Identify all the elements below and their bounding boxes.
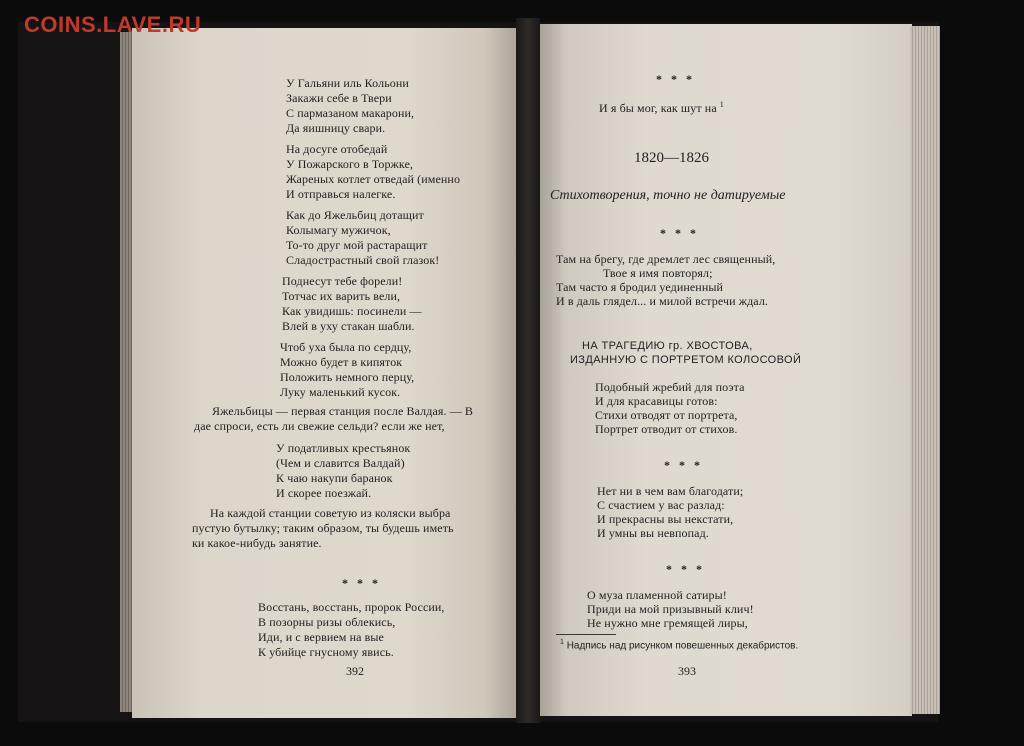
footnote-text: Надпись над рисунком повешенных декабристов.	[566, 640, 799, 652]
verse-line: То-то друг мой растаращит	[286, 238, 428, 252]
watermark: COINS.LAVE.RU	[24, 12, 202, 37]
verse-line: Да яишницу свари.	[286, 121, 386, 135]
verse-line: Влей в уху стакан шабли.	[282, 319, 415, 333]
verse-line: Колымагу мужичок,	[286, 223, 391, 237]
verse-line: В позорны ризы облекись,	[258, 615, 396, 629]
prose-line: ки какое-нибудь занятие.	[192, 536, 322, 550]
footnote	[560, 639, 798, 651]
prose-line: На каждой станции советую из коляски выбра	[210, 506, 451, 520]
verse-line: Как увидишь: посинели —	[282, 304, 422, 318]
footnote-mark: 1	[719, 100, 724, 109]
right-page-edges	[910, 26, 940, 714]
verse-line: И отправься налегке.	[286, 187, 396, 201]
verse-line: Портрет отводит от стихов.	[595, 422, 738, 436]
verse-line: К чаю накупи баранок	[276, 471, 393, 485]
verse-line: К убийце гнусному явись.	[258, 645, 394, 659]
verse-line: Поднесут тебе форели!	[282, 274, 403, 288]
verse-line: Не нужно мне гремящей лиры,	[587, 616, 748, 630]
poem-heading: НА ТРАГЕДИЮ гр. ХВОСТОВА,	[582, 340, 753, 352]
section-divider: * * *	[664, 458, 703, 472]
section-divider: * * *	[656, 72, 695, 86]
prose-line: дае спроси, есть ли свежие сельди? если же нет,	[194, 419, 445, 433]
verse-line: Иди, и с вервием на вые	[258, 630, 384, 644]
verse-line: Стихи отводят от портрета,	[595, 408, 738, 422]
footnote-rule	[556, 634, 616, 635]
verse-line: О муза пламенной сатиры!	[587, 588, 727, 602]
verse-line: Жареных котлет отведай (именно	[286, 172, 461, 186]
verse-line: Твое я имя повторял;	[603, 266, 713, 280]
verse-line: На досуге отобедай	[286, 142, 388, 156]
verse-line: И скорее поезжай.	[276, 486, 372, 500]
page-number: 393	[678, 664, 696, 678]
verse-line: И в даль глядел... и милой встречи ждал.	[556, 294, 769, 308]
verse-line: Сладострастный свой глазок!	[286, 253, 440, 267]
verse-line: У податливых крестьянок	[276, 441, 411, 455]
verse-line: С счастием у вас разлад:	[597, 498, 725, 512]
verse-line: Чтоб уха была по сердцу,	[280, 340, 412, 354]
footnote-mark: 1	[560, 639, 564, 646]
verse-line: Луку маленький кусок.	[280, 385, 401, 399]
verse-line: Там часто я бродил уединенный	[556, 280, 724, 294]
verse-line	[599, 98, 724, 115]
section-divider: * * *	[666, 562, 705, 576]
verse-line: И прекрасны вы некстати,	[597, 512, 734, 526]
verse-line: С пармазаном макарони,	[286, 106, 415, 120]
prose-line: пустую бутылку; таким образом, ты будешь иметь	[192, 521, 454, 535]
verse-line: Положить немного перцу,	[280, 370, 415, 384]
verse-line: Закажи себе в Твери	[286, 91, 392, 105]
verse-line: Как до Яжельбиц дотащит	[286, 208, 424, 222]
verse-line: Восстань, восстань, пророк России,	[258, 600, 445, 614]
section-date: 1820—1826	[634, 150, 709, 166]
book-gutter	[516, 18, 540, 723]
prose-line: Яжельбицы — первая станция после Валдая. — В	[212, 404, 474, 418]
page-number: 392	[346, 664, 364, 678]
verse-line: Приди на мой призывный клич!	[587, 602, 754, 616]
verse-line: И для красавицы готов:	[595, 394, 718, 408]
verse-line: Подобный жребий для поэта	[595, 380, 745, 394]
verse-line: Там на брегу, где дремлет лес священный,	[556, 252, 776, 266]
verse-line: Тотчас их варить вели,	[282, 289, 401, 303]
verse-text: И я бы мог, как шут на	[599, 101, 717, 115]
verse-line: У Пожарского в Торжке,	[286, 157, 414, 171]
verse-line: И умны вы невпопад.	[597, 526, 709, 540]
section-divider: * * *	[660, 226, 699, 240]
section-subtitle: Стихотворения, точно не датируемые	[550, 188, 786, 203]
verse-line: (Чем и славится Валдай)	[276, 456, 405, 470]
verse-line: Можно будет в кипяток	[280, 355, 403, 369]
verse-line: Нет ни в чем вам благодати;	[597, 484, 744, 498]
poem-heading: ИЗДАННУЮ С ПОРТРЕТОМ КОЛОСОВОЙ	[570, 354, 802, 366]
section-divider: * * *	[342, 576, 381, 590]
verse-line: У Гальяни иль Кольони	[286, 76, 409, 90]
